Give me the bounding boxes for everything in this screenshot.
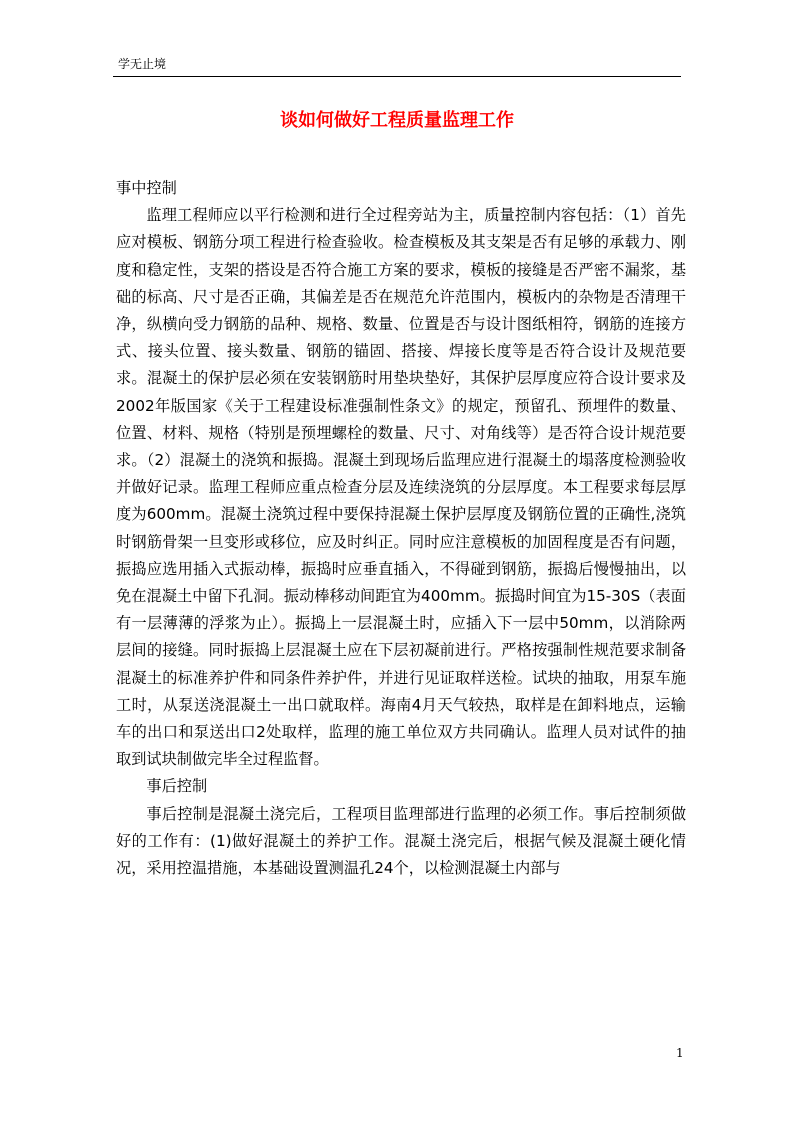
section-heading-during-control: 事中控制	[116, 179, 177, 197]
page-header-text: 学无止境	[118, 57, 167, 71]
page-number: 1	[676, 1046, 684, 1060]
header-divider	[113, 76, 681, 77]
paragraph-after-control: 事后控制是混凝土浇完后，工程项目监理部进行监理的必须工作。事后控制须做好的工作有：(1)做好混凝土的养护工作。混凝土浇完后，根据气候及混凝土硬化情况，采用控温措施，本基础设置测温孔24个，以检测混凝土内部与	[116, 804, 686, 878]
paragraph-during-control: 监理工程师应以平行检测和进行全过程旁站为主，质量控制内容包括：（1）首先应对模板、钢筋分项工程进行检查验收。检查模板及其支架是否有足够的承载力、刚度和稳定性，支架的搭设是否符合施工方案的要求，模板的接缝是否严密不漏浆，基础的标高、尺寸是否正确，其偏差是否在规范允许范围内，模板内的杂物是否清理干净，纵横向受力钢筋的品种、规格、数量、位置是否与设计图纸相符，钢筋的连接方式、接头位置、接头数量、钢筋的锚固、搭接、焊接长度等是否符合设计及规范要求。混凝土的保护层必须在安装钢筋时用垫块垫好，其保护层厚度应符合设计要求及2002年版国家《关于工程建设标准强制性条文》的规定，预留孔、预埋件的数量、位置、材料、规格（特别是预埋螺栓的数量、尺寸、对角线等）是否符合设计规范要求。（2）混凝土的浇筑和振捣。混凝土到现场后监理应进行混凝土的塌落度检测验收并做好记录。监理工程师应重点检查分层及连续浇筑的分层厚度。本工程要求每层厚度为600mm。混凝土浇筑过程中要保持混凝土保护层厚度及钢筋位置的正确性,浇筑时钢筋骨架一旦变形或移位，应及时纠正。同时应注意模板的加固程度是否有问题，振捣应选用插入式振动棒，振捣时应垂直插入，不得碰到钢筋，振捣后慢慢抽出，以免在混凝土中留下孔洞。振动棒移动间距宜为400mm。振捣时间宜为15-30S（表面有一层薄薄的浮浆为止）。振捣上一层混凝土时，应插入下一层中50mm，以消除两层间的接缝。同时振捣上层混凝土应在下层初凝前进行。严格按强制性规范要求制备混凝土的标准养护件和同条件养护件，并进行见证取样送检。试块的抽取，用泵车施工时，从泵送浇混凝土一出口就取样。海南4月天气较热，取样是在卸料地点，运输车的出口和泵送出口2处取样，监理的施工单位双方共同确认。监理人员对试件的抽取到试块制做完毕全过程监督。	[116, 206, 686, 769]
section-heading-after-control: 事后控制	[146, 777, 208, 796]
document-body	[116, 175, 686, 882]
document-title: 谈如何做好工程质量监理工作	[280, 110, 514, 131]
